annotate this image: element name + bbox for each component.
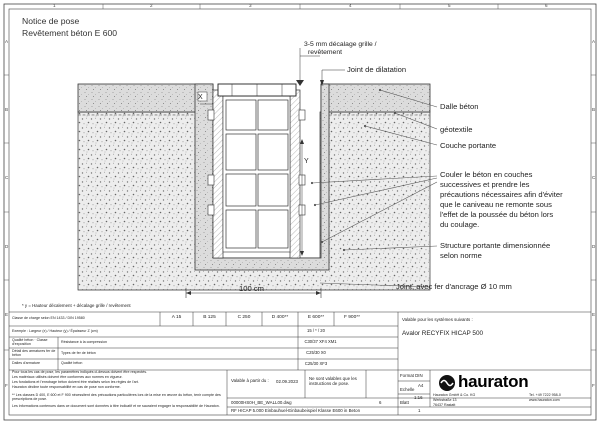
brand-tel: Tel. +49 7222 958-0 (529, 393, 561, 397)
note-2: Les matériaux utilisés doivent être conformes aux normes en vigueur. (12, 375, 123, 379)
row-mark-a-right: A (592, 39, 596, 44)
note-3: Les fondations et l'enrobage béton doivent être réalisés selon les règles de l'art. (12, 380, 139, 384)
validity-label: Valable à partir du : (231, 378, 269, 383)
width-label: 100 cm (239, 284, 264, 293)
footnote: * y = Hauteur décalement + décalage grille / revêtement (22, 303, 131, 308)
row-mark-c-right: C (592, 175, 596, 180)
callout-couche: Couche portante (440, 141, 497, 150)
file-name: 00000HS0H_BE_WALL00.dwg (231, 400, 292, 405)
table-row3-sub: Résistance à la compression (61, 340, 107, 344)
class-b125: B 125 (203, 315, 216, 320)
scale-value: 1:16 (414, 395, 423, 400)
callout-couler-2: successives et prendre les (440, 180, 530, 189)
valid-for-label: Valable pour les systèmes suivants : (402, 317, 473, 322)
table-row4-label: Détail des armatures fer de béton (12, 349, 56, 357)
row-mark-d: D (5, 244, 9, 249)
title-line-2: Revêtement béton E 600 (22, 28, 118, 38)
class-a15: A 15 (171, 315, 182, 320)
sheet-value: 1 (418, 408, 421, 413)
validity-note: Ne sont valables que les instructions de pose. (309, 376, 357, 387)
brand-logo-mark (439, 375, 455, 391)
callout-couler-6: du coulage. (440, 220, 480, 229)
row-mark-b-right: B (592, 107, 596, 112)
channel-wall-right (290, 90, 300, 258)
sheet-label: Blatt (400, 400, 409, 405)
callout-couler-5: l'effet de la poussée du béton lors (440, 210, 554, 219)
col-mark-4: 4 (349, 3, 352, 8)
brand-address-1: Hauraton GmbH & Co. KG (433, 393, 476, 397)
brand-address-2: Werkstraße 13 (433, 398, 457, 402)
table-row1-label: Classe de charge selon EN 1433 / DIN 19580 (12, 316, 85, 320)
callout-couler-1: Couler le béton en couches (440, 170, 533, 179)
row-mark-e-right: E (592, 312, 596, 317)
note-6: Les informations contenues dans ce document sont données à titre indicatif et ne sauraient engager la responsabilité de Hauraton. (12, 404, 220, 408)
callout-fer: Joint, avec fer d'ancrage Ø 10 mm (396, 282, 512, 291)
callout-geotextile: géotextile (440, 125, 473, 134)
validity-number: 6 (379, 400, 382, 405)
class-e600: E 600** (307, 315, 325, 320)
row-mark-d-right: D (592, 244, 596, 249)
title-line-1: Notice de pose (22, 16, 80, 26)
table-row3-value: C30/37 XF4 XM1 (304, 339, 337, 344)
callout-joint: Joint de dilatation (347, 65, 407, 74)
class-f900: F 900** (344, 315, 360, 320)
callout-couler-4: que le caniveau ne remonte sous (440, 200, 552, 209)
note-5: ** Les classes D 400, E 600 et F 900 nécessitent des précautions particulières lors de la mise en œuvre du béton, tenir compte des prescriptions de pose. (12, 393, 221, 402)
row-mark-a: A (5, 39, 9, 44)
table-row5-label: Dalles d'armature (12, 361, 41, 365)
channel-wall-left (213, 90, 223, 258)
col-mark-6: 6 (545, 3, 548, 8)
row-mark-e: E (5, 312, 9, 317)
format-label: Format DIN (400, 373, 423, 378)
decalage-label-1: 3-5 mm décalage grille / (304, 41, 377, 48)
callout-dalle: Dalle béton (440, 102, 479, 111)
note-4: Hauraton décline toute responsabilité en cas de pose non conforme. (12, 385, 121, 389)
y-label: Y (304, 158, 309, 165)
brand-name: hauraton (458, 372, 529, 391)
footer-title: RF HICAP 5.000 Einbauhuel-Einbaubeispiel Klasse E600 in Beton (231, 408, 361, 413)
x-label: X (198, 94, 203, 101)
row-mark-b: B (5, 107, 9, 112)
table-row5-sub: Qualité béton (61, 361, 83, 365)
table-row5-value: C25/30 XF3 (304, 361, 328, 366)
brand-address-3: 76437 Rastatt (433, 403, 456, 407)
class-d400: D 400** (271, 315, 289, 320)
format-value: A4 (418, 383, 424, 388)
callout-structure-1: Structure portante dimensionnée (440, 241, 551, 250)
col-mark-3: 3 (249, 3, 252, 8)
table-row4-value: C25/30 X0 (306, 350, 326, 355)
row-mark-f-right: F (592, 383, 595, 388)
table-row3-label: Qualité béton · Classe d'exposition (12, 338, 48, 346)
decalage-label-2: revêtement (308, 49, 343, 56)
table-row2-value: 15 / * / 20 (307, 328, 325, 333)
note-1: Pour tous les cas de pose, les paramètres indiqués ci-dessus doivent être respectés. (12, 370, 148, 374)
valid-for-value: Avalor RECYFIX HICAP 500 (402, 330, 484, 337)
col-mark-1: 1 (53, 3, 56, 8)
row-mark-c: C (5, 175, 9, 180)
slab-right (321, 84, 430, 112)
col-mark-2: 2 (150, 3, 153, 8)
callout-couler-3: précautions nécessaires afin d'éviter (440, 190, 563, 199)
table-row2-label: Exemple : Largeur (x) / Hauteur (y) / Épaisseur Z (cm) (12, 329, 98, 333)
validity-date: 02.09.2023 (276, 379, 298, 384)
class-c250: C 250 (237, 315, 251, 320)
table-row4-sub: Types de fer de béton (61, 351, 96, 355)
callout-structure-2: selon norme (440, 251, 482, 260)
col-mark-5: 5 (448, 3, 451, 8)
slab-left (78, 84, 213, 112)
brand-web: www.hauraton.com (529, 398, 560, 402)
scale-label: Echelle (400, 387, 415, 392)
row-mark-f: F (5, 383, 8, 388)
